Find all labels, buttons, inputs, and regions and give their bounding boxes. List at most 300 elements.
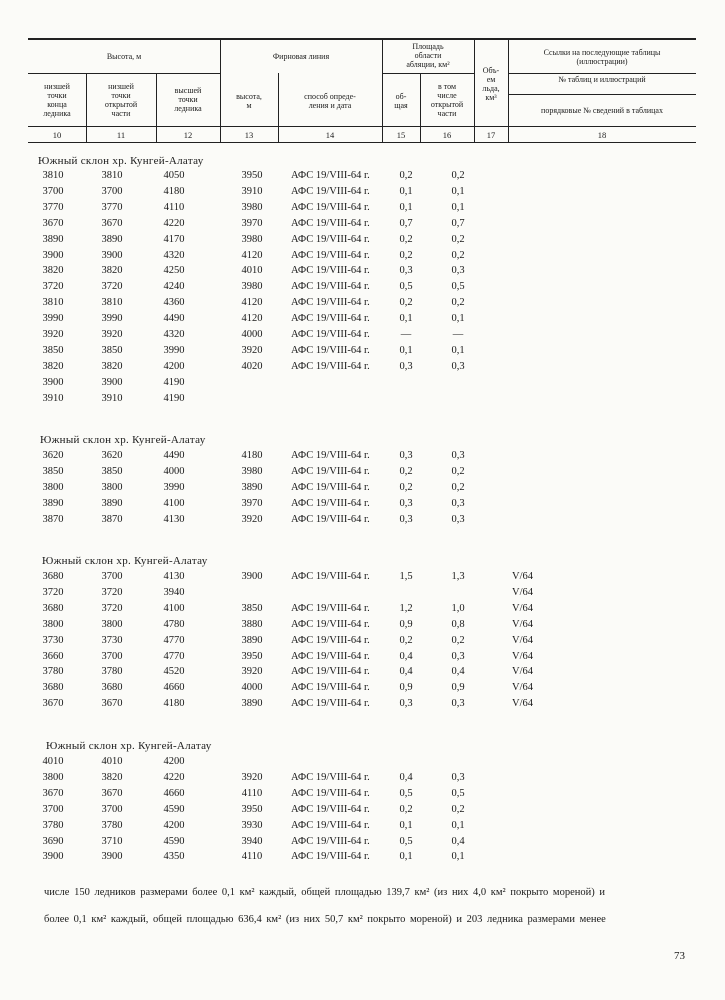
cell-highest: 4100 — [163, 497, 185, 509]
cell-lowest-end: 3850 — [42, 344, 64, 356]
cell-lowest-end: 3820 — [42, 360, 64, 372]
cell-area-total: 0,9 — [399, 682, 413, 694]
cell-highest: 4130 — [163, 571, 185, 582]
cell-firn-height: 4120 — [241, 313, 263, 325]
cell-lowest-open: 3670 — [101, 698, 123, 710]
table-row — [0, 170, 725, 186]
cell-lowest-open: 3710 — [101, 835, 123, 847]
cell-area-total: 0,2 — [399, 170, 413, 181]
cell-area-total: 0,4 — [399, 666, 413, 678]
table-row — [0, 571, 725, 587]
cell-firn-method: АФС 19/VIII-64 г. — [291, 771, 370, 783]
cell-firn-method: АФС 19/VIII-64 г. — [291, 698, 370, 710]
cell-firn-height: 3910 — [241, 185, 263, 197]
cell-highest: 3940 — [163, 586, 185, 598]
cell-firn-height: 3950 — [241, 650, 263, 662]
col14-label: способ опреде- ления и дата — [304, 92, 356, 110]
cell-lowest-end: 3700 — [42, 803, 64, 815]
cell-highest: 4780 — [163, 618, 185, 630]
cell-area-open: 0,2 — [451, 170, 465, 181]
cell-area-total: 0,2 — [399, 465, 413, 477]
cell-lowest-open: 3890 — [101, 233, 123, 245]
cell-ref: V/64 — [512, 666, 533, 678]
col-number: 17 — [486, 130, 496, 140]
cell-area-open: 1,0 — [451, 602, 465, 614]
cell-lowest-end: 3680 — [42, 682, 64, 694]
table-row — [0, 756, 725, 772]
cell-firn-height: 4110 — [241, 787, 263, 799]
cell-area-open: 0,8 — [451, 618, 465, 630]
cell-highest: 4350 — [163, 851, 185, 863]
cell-ref: V/64 — [512, 618, 533, 630]
cell-area-open: 0,5 — [451, 787, 465, 799]
cell-firn-method: АФС 19/VIII-64 г. — [291, 602, 370, 614]
table-row — [0, 466, 725, 482]
cell-highest: 4520 — [163, 666, 185, 678]
cell-lowest-end: 3810 — [42, 170, 64, 181]
cell-firn-method: АФС 19/VIII-64 г. — [291, 835, 370, 847]
cell-lowest-end: 3850 — [42, 465, 64, 477]
col-number: 11 — [116, 130, 126, 140]
table-row — [0, 345, 725, 361]
cell-area-total: 0,7 — [399, 217, 413, 229]
cell-lowest-end: 3810 — [42, 297, 64, 309]
cell-firn-method: АФС 19/VIII-64 г. — [291, 329, 370, 340]
table-row — [0, 329, 725, 345]
table-row — [0, 772, 725, 788]
cell-area-open: 0,3 — [451, 698, 465, 710]
cell-area-total: 0,1 — [399, 851, 413, 863]
table-row — [0, 619, 725, 635]
cell-highest: 4360 — [163, 297, 185, 309]
cell-lowest-open: 3670 — [101, 217, 123, 229]
cell-highest: 4770 — [163, 650, 185, 662]
cell-lowest-end: 3990 — [42, 313, 64, 325]
header-rule — [382, 73, 474, 74]
col-number: 14 — [325, 130, 335, 140]
cell-area-total: 0,3 — [399, 513, 413, 525]
cell-lowest-end: 3770 — [42, 201, 64, 213]
cell-lowest-end: 3800 — [42, 771, 64, 783]
cell-firn-height: 3980 — [241, 233, 263, 245]
header-rule — [28, 126, 696, 127]
table-row — [0, 265, 725, 281]
cell-lowest-open: 3700 — [101, 571, 123, 582]
col15-label: об- щая — [394, 92, 408, 110]
cell-area-open: 0,1 — [451, 185, 465, 197]
cell-lowest-open: 3820 — [101, 771, 123, 783]
cell-firn-method: АФС 19/VIII-64 г. — [291, 803, 370, 815]
header-bottom-rule — [28, 142, 696, 143]
cell-highest: 4200 — [163, 756, 185, 767]
cell-area-total: 0,1 — [399, 819, 413, 831]
cell-lowest-open: 3900 — [101, 249, 123, 261]
cell-area-total: 0,2 — [399, 249, 413, 261]
cell-area-open: 0,9 — [451, 682, 465, 694]
cell-firn-method: АФС 19/VIII-64 г. — [291, 497, 370, 509]
cell-highest: 4490 — [163, 313, 185, 325]
cell-highest: 4250 — [163, 265, 185, 277]
cell-lowest-end: 3800 — [42, 481, 64, 493]
header-rule — [28, 73, 220, 74]
cell-area-total: 0,3 — [399, 360, 413, 372]
cell-firn-height: 3970 — [241, 217, 263, 229]
cell-area-total: 0,3 — [399, 265, 413, 277]
col16-label: в том числе открытой части — [430, 82, 464, 118]
cell-firn-height: 3980 — [241, 281, 263, 293]
cell-area-open: 0,1 — [451, 819, 465, 831]
cell-firn-height: 3970 — [241, 497, 263, 509]
cell-lowest-end: 3700 — [42, 185, 64, 197]
cell-firn-height: 3930 — [241, 819, 263, 831]
cell-area-total: 0,2 — [399, 481, 413, 493]
cell-firn-height: 3920 — [241, 666, 263, 678]
cell-area-open: 1,3 — [451, 571, 465, 582]
cell-lowest-open: 3900 — [101, 851, 123, 863]
cell-highest: 4490 — [163, 450, 185, 461]
cell-lowest-open: 3890 — [101, 497, 123, 509]
cell-area-total: 0,9 — [399, 618, 413, 630]
cell-area-open: 0,1 — [451, 201, 465, 213]
cell-ref: V/64 — [512, 634, 533, 646]
cell-lowest-open: 3800 — [101, 481, 123, 493]
cell-area-open: 0,2 — [451, 249, 465, 261]
cell-lowest-open: 3820 — [101, 265, 123, 277]
cell-highest: 4240 — [163, 281, 185, 293]
cell-lowest-open: 3850 — [101, 344, 123, 356]
cell-firn-method: АФС 19/VIII-64 г. — [291, 571, 370, 582]
section-title: Южный склон хр. Кунгей-Алатау — [40, 434, 206, 446]
cell-lowest-open: 3900 — [101, 376, 123, 388]
table-row — [0, 820, 725, 836]
section-title: Южный склон хр. Кунгей-Алатау — [38, 155, 204, 167]
cell-highest: 4320 — [163, 249, 185, 261]
cell-lowest-end: 3680 — [42, 571, 64, 582]
cell-lowest-end: 3680 — [42, 602, 64, 614]
table-row — [0, 450, 725, 466]
cell-highest: 4180 — [163, 698, 185, 710]
cell-area-open: 0,3 — [451, 650, 465, 662]
cell-firn-height: 4010 — [241, 265, 263, 277]
table-row — [0, 297, 725, 313]
table-row — [0, 186, 725, 202]
header-top-rule — [28, 38, 696, 40]
cell-lowest-open: 3720 — [101, 586, 123, 598]
table-row — [0, 313, 725, 329]
cell-ref: V/64 — [512, 682, 533, 694]
cell-area-total: 0,1 — [399, 344, 413, 356]
table-row — [0, 377, 725, 393]
cell-firn-height: 3980 — [241, 465, 263, 477]
col-number: 13 — [244, 130, 254, 140]
cell-firn-height: 3920 — [241, 344, 263, 356]
cell-area-total: 0,4 — [399, 771, 413, 783]
cell-ref: V/64 — [512, 586, 533, 598]
table-header — [28, 38, 696, 146]
section-title: Южный склон хр. Кунгей-Алатау — [42, 555, 208, 567]
table-row — [0, 498, 725, 514]
cell-firn-height: 3940 — [241, 835, 263, 847]
cell-lowest-end: 3670 — [42, 217, 64, 229]
cell-lowest-end: 3620 — [42, 450, 64, 461]
cell-highest: 4110 — [163, 201, 185, 213]
section-title: Южный склон хр. Кунгей-Алатау — [46, 740, 212, 752]
cell-lowest-end: 3730 — [42, 634, 64, 646]
table-row — [0, 482, 725, 498]
cell-firn-height: 3950 — [241, 170, 263, 181]
cell-highest: 4180 — [163, 185, 185, 197]
table-row — [0, 651, 725, 667]
cell-firn-height: 4120 — [241, 297, 263, 309]
table-row — [0, 218, 725, 234]
table-row — [0, 393, 725, 409]
cell-area-open: 0,2 — [451, 297, 465, 309]
cell-firn-height: 3890 — [241, 481, 263, 493]
cell-highest: 4220 — [163, 217, 185, 229]
cell-lowest-open: 3700 — [101, 803, 123, 815]
cell-firn-method: АФС 19/VIII-64 г. — [291, 360, 370, 372]
cell-lowest-end: 3900 — [42, 249, 64, 261]
cell-ref: V/64 — [512, 650, 533, 662]
cell-firn-height: 3920 — [241, 513, 263, 525]
cell-firn-method: АФС 19/VIII-64 г. — [291, 344, 370, 356]
cell-highest: 4590 — [163, 835, 185, 847]
cell-lowest-open: 3700 — [101, 185, 123, 197]
cell-lowest-end: 3820 — [42, 265, 64, 277]
table-row — [0, 836, 725, 852]
cell-firn-method: АФС 19/VIII-64 г. — [291, 313, 370, 325]
cell-firn-height: 3900 — [241, 571, 263, 582]
cell-lowest-open: 3870 — [101, 513, 123, 525]
cell-firn-method: АФС 19/VIII-64 г. — [291, 513, 370, 525]
cell-firn-height: 3950 — [241, 803, 263, 815]
cell-area-open: — — [452, 329, 464, 340]
cell-highest: 4100 — [163, 602, 185, 614]
col13-label: высота, м — [236, 92, 262, 110]
cell-firn-height: 3850 — [241, 602, 263, 614]
table-row — [0, 635, 725, 651]
cell-lowest-end: 3670 — [42, 787, 64, 799]
cell-lowest-end: 3720 — [42, 281, 64, 293]
cell-lowest-open: 3800 — [101, 618, 123, 630]
cell-firn-method: АФС 19/VIII-64 г. — [291, 465, 370, 477]
cell-area-open: 0,4 — [451, 666, 465, 678]
cell-highest: 4660 — [163, 682, 185, 694]
cell-highest: 4200 — [163, 360, 185, 372]
cell-area-open: 0,3 — [451, 513, 465, 525]
cell-highest: 4220 — [163, 771, 185, 783]
footer-line-2: более 0,1 км² каждый, общей площадью 636,4 км² (из них 50,7 км² покрыто мореной) и 203 ледника размерами менее — [44, 914, 606, 925]
cell-firn-height: 4000 — [241, 682, 263, 694]
cell-area-total: 0,5 — [399, 835, 413, 847]
area-group-label: Площадь области абляции, км² — [406, 42, 450, 69]
cell-lowest-end: 3780 — [42, 819, 64, 831]
cell-firn-method: АФС 19/VIII-64 г. — [291, 618, 370, 630]
table-row — [0, 666, 725, 682]
cell-firn-method: АФС 19/VIII-64 г. — [291, 297, 370, 309]
cell-area-total: 0,5 — [399, 281, 413, 293]
cell-area-total: 0,3 — [399, 450, 413, 461]
col12-label: высшей точки ледника — [174, 86, 202, 113]
cell-firn-height: 4020 — [241, 360, 263, 372]
cell-area-open: 0,3 — [451, 771, 465, 783]
cell-highest: 3990 — [163, 344, 185, 356]
cell-firn-method: АФС 19/VIII-64 г. — [291, 650, 370, 662]
col-number: 15 — [396, 130, 406, 140]
cell-area-open: 0,5 — [451, 281, 465, 293]
height-group-label: Высота, м — [106, 52, 142, 61]
cell-lowest-end: 3690 — [42, 835, 64, 847]
refs-group-label: Ссылки на последующие таблицы (иллюстрации) — [543, 48, 661, 66]
table-row — [0, 202, 725, 218]
cell-lowest-end: 3890 — [42, 233, 64, 245]
cell-area-total: 0,2 — [399, 803, 413, 815]
cell-area-total: 1,2 — [399, 602, 413, 614]
cell-lowest-end: 3660 — [42, 650, 64, 662]
firn-group-label: Фирновая линия — [272, 52, 330, 61]
cell-lowest-open: 3680 — [101, 682, 123, 694]
cell-lowest-end: 3720 — [42, 586, 64, 598]
table-row — [0, 234, 725, 250]
cell-area-total: 0,2 — [399, 233, 413, 245]
header-rule — [508, 94, 696, 95]
cell-firn-height: 4120 — [241, 249, 263, 261]
cell-area-open: 0,3 — [451, 265, 465, 277]
cell-lowest-end: 3900 — [42, 851, 64, 863]
cell-firn-height: 3980 — [241, 201, 263, 213]
table-row — [0, 682, 725, 698]
cell-firn-method: АФС 19/VIII-64 г. — [291, 281, 370, 293]
cell-firn-method: АФС 19/VIII-64 г. — [291, 170, 370, 181]
cell-area-total: 0,1 — [399, 313, 413, 325]
cell-firn-method: АФС 19/VIII-64 г. — [291, 249, 370, 261]
cell-lowest-open: 4010 — [101, 756, 123, 767]
cell-lowest-end: 3890 — [42, 497, 64, 509]
cell-lowest-open: 3920 — [101, 329, 123, 340]
col-number: 10 — [52, 130, 62, 140]
cell-firn-height: 3920 — [241, 771, 263, 783]
cell-area-total: 0,2 — [399, 297, 413, 309]
cell-area-open: 0,2 — [451, 481, 465, 493]
cell-firn-method: АФС 19/VIII-64 г. — [291, 185, 370, 197]
cell-area-total: 0,3 — [399, 698, 413, 710]
cell-ref: V/64 — [512, 602, 533, 614]
table-row — [0, 804, 725, 820]
cell-highest: 4660 — [163, 787, 185, 799]
cell-firn-height: 3890 — [241, 698, 263, 710]
cell-firn-method: АФС 19/VIII-64 г. — [291, 819, 370, 831]
cell-firn-height: 3880 — [241, 618, 263, 630]
col-number: 18 — [597, 130, 607, 140]
cell-area-total: — — [400, 329, 412, 340]
cell-firn-height: 4000 — [241, 329, 263, 340]
cell-firn-method: АФС 19/VIII-64 г. — [291, 233, 370, 245]
cell-area-open: 0,2 — [451, 233, 465, 245]
cell-lowest-end: 3920 — [42, 329, 64, 340]
cell-area-open: 0,7 — [451, 217, 465, 229]
cell-area-open: 0,1 — [451, 344, 465, 356]
cell-lowest-end: 3910 — [42, 392, 64, 404]
cell-firn-method: АФС 19/VIII-64 г. — [291, 787, 370, 799]
cell-lowest-end: 4010 — [42, 756, 64, 767]
cell-lowest-open: 3820 — [101, 360, 123, 372]
header-rule — [508, 73, 696, 74]
cell-lowest-open: 3770 — [101, 201, 123, 213]
table-row — [0, 788, 725, 804]
col-number: 12 — [183, 130, 193, 140]
cell-lowest-end: 3800 — [42, 618, 64, 630]
cell-highest: 4130 — [163, 513, 185, 525]
cell-area-open: 0,1 — [451, 851, 465, 863]
cell-firn-height: 4180 — [241, 450, 263, 461]
cell-area-open: 0,3 — [451, 450, 465, 461]
table-row — [0, 361, 725, 377]
cell-firn-height: 3890 — [241, 634, 263, 646]
cell-area-open: 0,2 — [451, 634, 465, 646]
cell-firn-method: АФС 19/VIII-64 г. — [291, 481, 370, 493]
cell-firn-height: 4110 — [241, 851, 263, 863]
cell-firn-method: АФС 19/VIII-64 г. — [291, 201, 370, 213]
refs-sub2-label: порядковые № сведений в таблицах — [541, 106, 663, 115]
table-row — [0, 587, 725, 603]
cell-firn-method: АФС 19/VIII-64 г. — [291, 682, 370, 694]
cell-lowest-end: 3780 — [42, 666, 64, 678]
cell-area-open: 0,3 — [451, 360, 465, 372]
cell-highest: 4770 — [163, 634, 185, 646]
cell-lowest-open: 3810 — [101, 297, 123, 309]
cell-highest: 3990 — [163, 481, 185, 493]
cell-lowest-end: 3670 — [42, 698, 64, 710]
table-row — [0, 250, 725, 266]
cell-lowest-end: 3870 — [42, 513, 64, 525]
cell-lowest-open: 3850 — [101, 465, 123, 477]
cell-highest: 4590 — [163, 803, 185, 815]
cell-lowest-end: 3900 — [42, 376, 64, 388]
cell-area-total: 0,1 — [399, 185, 413, 197]
cell-lowest-open: 3720 — [101, 602, 123, 614]
cell-ref: V/64 — [512, 571, 533, 582]
cell-highest: 4320 — [163, 329, 185, 340]
cell-area-open: 0,3 — [451, 497, 465, 509]
cell-highest: 4170 — [163, 233, 185, 245]
cell-area-total: 0,5 — [399, 787, 413, 799]
cell-area-open: 0,4 — [451, 835, 465, 847]
cell-highest: 4200 — [163, 819, 185, 831]
col11-label: низшей точки открытой части — [104, 82, 138, 118]
cell-firn-method: АФС 19/VIII-64 г. — [291, 265, 370, 277]
cell-area-total: 1,5 — [399, 571, 413, 582]
cell-lowest-open: 3780 — [101, 666, 123, 678]
col-number: 16 — [442, 130, 452, 140]
cell-area-total: 0,3 — [399, 497, 413, 509]
col17-label: Объ- ем льда, км³ — [482, 66, 500, 102]
table-row — [0, 603, 725, 619]
table-row — [0, 851, 725, 867]
cell-lowest-open: 3780 — [101, 819, 123, 831]
cell-firn-method: АФС 19/VIII-64 г. — [291, 217, 370, 229]
cell-area-open: 0,1 — [451, 313, 465, 325]
refs-sub1-label: № таблиц и иллюстраций — [558, 75, 646, 84]
cell-firn-method: АФС 19/VIII-64 г. — [291, 450, 370, 461]
cell-highest: 4000 — [163, 465, 185, 477]
cell-lowest-open: 3990 — [101, 313, 123, 325]
cell-lowest-open: 3810 — [101, 170, 123, 181]
cell-highest: 4190 — [163, 392, 185, 404]
cell-lowest-open: 3720 — [101, 281, 123, 293]
cell-area-total: 0,1 — [399, 201, 413, 213]
cell-lowest-open: 3700 — [101, 650, 123, 662]
table-row — [0, 514, 725, 530]
